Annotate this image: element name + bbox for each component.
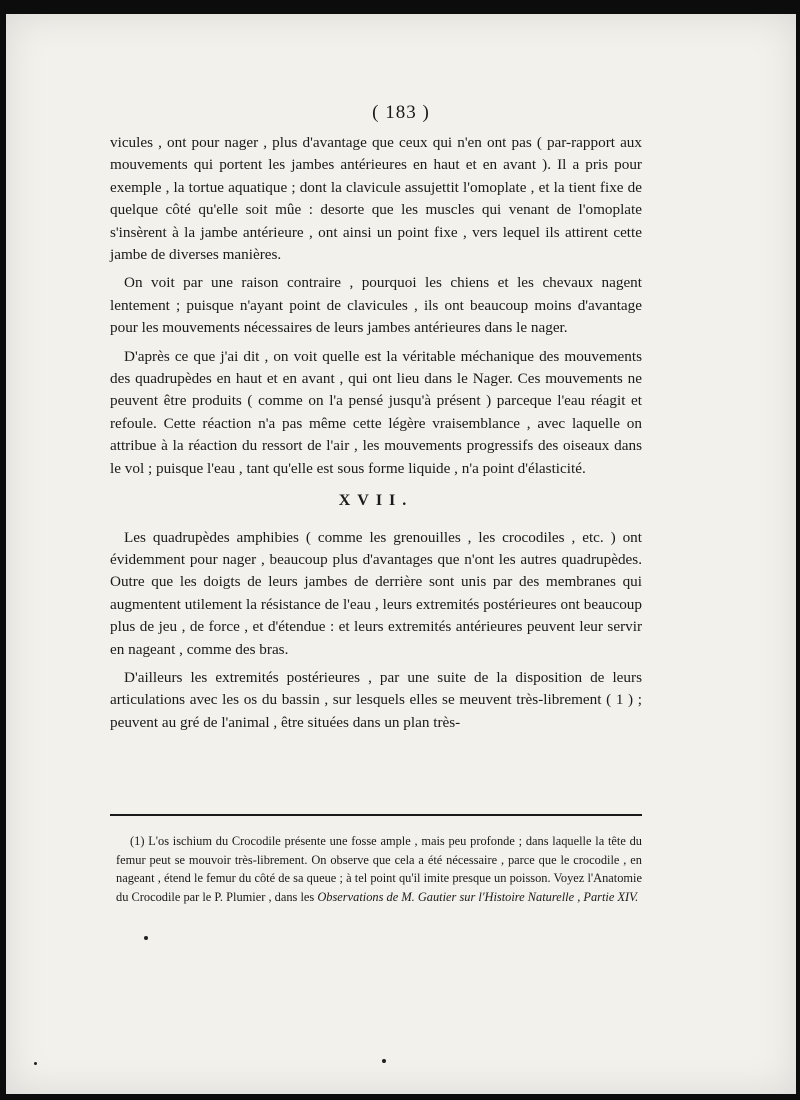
footnote-text: (1) L'os ischium du Crocodile présente une fosse ample , mais peu profonde ; dans laquelle la tête du femur peut se mouvoir très-librement. On observe que cela a été nécessaire , parce que le crocodile , en nageant , étend le femur du côté de sa queue ; à tel point qu'il imite presque un poisson. Voyez l'Anatomie du Crocodile par le P. Plumier , dans les xyxy=(116,834,642,904)
footnote-rule xyxy=(110,814,642,816)
paragraph: D'après ce que j'ai dit , on voit quelle est la véritable méchanique des mouvements des quadrupèdes en haut et en avant , qui ont lieu dans le Nager. Ces mouvements ne peuvent être produits ( comme on l'a pensé jusqu'à présent ) parceque l'eau réagit et refoule. Cette réaction n'a pas même cette légère vraisemblance , avec laquelle on attribue à la réaction du ressort de l'air , les mouvements progressifs des oiseaux dans le vol ; puisque l'eau , tant qu'elle est sous forme liquide , n'a point d'élasticité. xyxy=(110,347,642,477)
ink-speck xyxy=(34,1062,37,1065)
section-heading: XVII. xyxy=(338,492,414,510)
body-text xyxy=(110,132,642,734)
ink-speck xyxy=(144,936,148,940)
footnote xyxy=(116,832,642,906)
paragraph: On voit par une raison contraire , pourquoi les chiens et les chevaux nagent lentement ; puisque n'ayant point de clavicules , ils ont beaucoup moins d'avantage pour les mouvements nécessaires de leurs jambes antérieures dans le nager. xyxy=(110,274,642,337)
paragraph: vicules , ont pour nager , plus d'avantage que ceux qui n'en ont pas ( par-rapport aux mouvements qui portent les jambes antérieures en haut et en avant ). Il a pris pour exemple , la tortue aquatique ; dont la clavicule assujettit l'omoplate , et la tient fixe de quelque côté qu'elle soit mûe : desorte que les muscles qui venant de l'omoplate s'insèrent à la jambe antérieure , ont ainsi un point fixe , vers lequel ils attirent cette jambe de diverses manières. xyxy=(110,134,642,264)
page-number: ( 183 ) xyxy=(372,102,430,123)
paragraph: D'ailleurs les extremités postérieures , par une suite de la disposition de leurs articulations avec les os du bassin , sur lesquels elles se meuvent très-librement ( 1 ) ; peuvent au gré de l'animal , être situées dans un plan très- xyxy=(110,668,642,731)
paragraph: Les quadrupèdes amphibies ( comme les grenouilles , les crocodiles , etc. ) ont évidemment pour nager , beaucoup plus d'avantages que n'ont les autres quadrupèdes. Outre que les doigts de leurs jambes de derrière sont unis par des membranes qui augmentent utilement la résistance de l'eau , leurs extremités postérieures ont beaucoup plus de jeu , de force , et d'étendue : et leurs extremités antérieures peuvent leur servir en nageant , comme des bras. xyxy=(110,528,642,658)
footnote-citation: Observations de M. Gautier sur l'Histoire Naturelle , Partie XIV. xyxy=(317,889,639,904)
ink-speck xyxy=(382,1059,386,1063)
document-page xyxy=(6,14,796,1094)
